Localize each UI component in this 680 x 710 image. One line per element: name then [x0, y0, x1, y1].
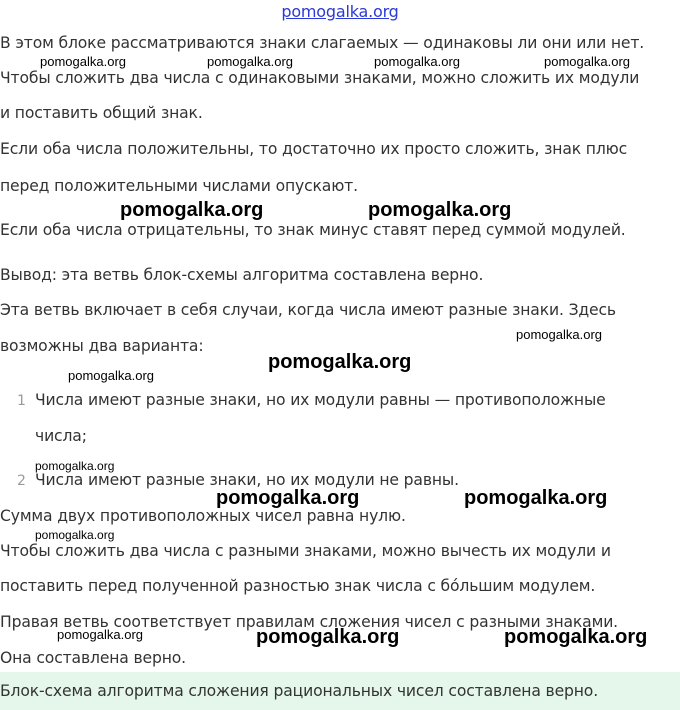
watermark: pomogalka.org — [57, 627, 143, 642]
paragraph: возможны два варианта: — [0, 337, 204, 355]
paragraph: Вывод: эта ветвь блок-схемы алгоритма составлена верно. — [0, 266, 484, 284]
watermark: pomogalka.org — [256, 626, 400, 648]
list-item-continuation: числа; — [35, 427, 87, 445]
watermark: pomogalka.org — [120, 199, 264, 221]
conclusion-highlight — [0, 672, 680, 710]
conclusion-text: Блок-схема алгоритма сложения рациональных чисел составлена верно. — [0, 682, 599, 700]
paragraph: Правая ветвь соответствует правилам сложения чисел с разными знаками. — [0, 613, 618, 631]
watermark: pomogalka.org — [368, 199, 512, 221]
watermark: pomogalka.org — [68, 368, 154, 383]
paragraph: Чтобы сложить два числа с разными знаками, можно вычесть их модули и — [0, 542, 611, 560]
watermark: pomogalka.org — [35, 459, 115, 473]
watermark: pomogalka.org — [207, 54, 293, 69]
paragraph: и поставить общий знак. — [0, 104, 203, 122]
paragraph: Если оба числа отрицательны, то знак минус ставят перед суммой модулей. — [0, 221, 626, 239]
watermark: pomogalka.org — [464, 487, 608, 509]
watermark: pomogalka.org — [504, 626, 648, 648]
paragraph: перед положительными числами опускают. — [0, 177, 358, 195]
paragraph: Если оба числа положительны, то достаточно их просто сложить, знак плюс — [0, 140, 628, 158]
watermark: pomogalka.org — [516, 327, 602, 342]
watermark: pomogalka.org — [374, 54, 460, 69]
watermark: pomogalka.org — [216, 487, 360, 509]
paragraph: В этом блоке рассматриваются знаки слагаемых — одинаковы ли они или нет. — [0, 34, 645, 52]
list-number: 1 — [17, 393, 26, 409]
list-item: Числа имеют разные знаки, но их модули равны — противоположные — [35, 391, 606, 409]
watermark: pomogalka.org — [268, 351, 412, 373]
list-number: 2 — [17, 473, 26, 489]
paragraph: поставить перед полученной разностью знак числа с бо́льшим модулем. — [0, 577, 596, 595]
paragraph: Она составлена верно. — [0, 649, 186, 667]
watermark: pomogalka.org — [40, 54, 126, 69]
list-item: Числа имеют разные знаки, но их модули не равны. — [35, 471, 459, 489]
header-watermark-link[interactable]: pomogalka.org — [281, 2, 399, 21]
paragraph: Эта ветвь включает в себя случаи, когда числа имеют разные знаки. Здесь — [0, 301, 616, 319]
watermark: pomogalka.org — [35, 528, 115, 542]
watermark: pomogalka.org — [544, 54, 630, 69]
paragraph: Чтобы сложить два числа с одинаковыми знаками, можно сложить их модули — [0, 69, 640, 87]
paragraph: Сумма двух противоположных чисел равна нулю. — [0, 507, 406, 525]
